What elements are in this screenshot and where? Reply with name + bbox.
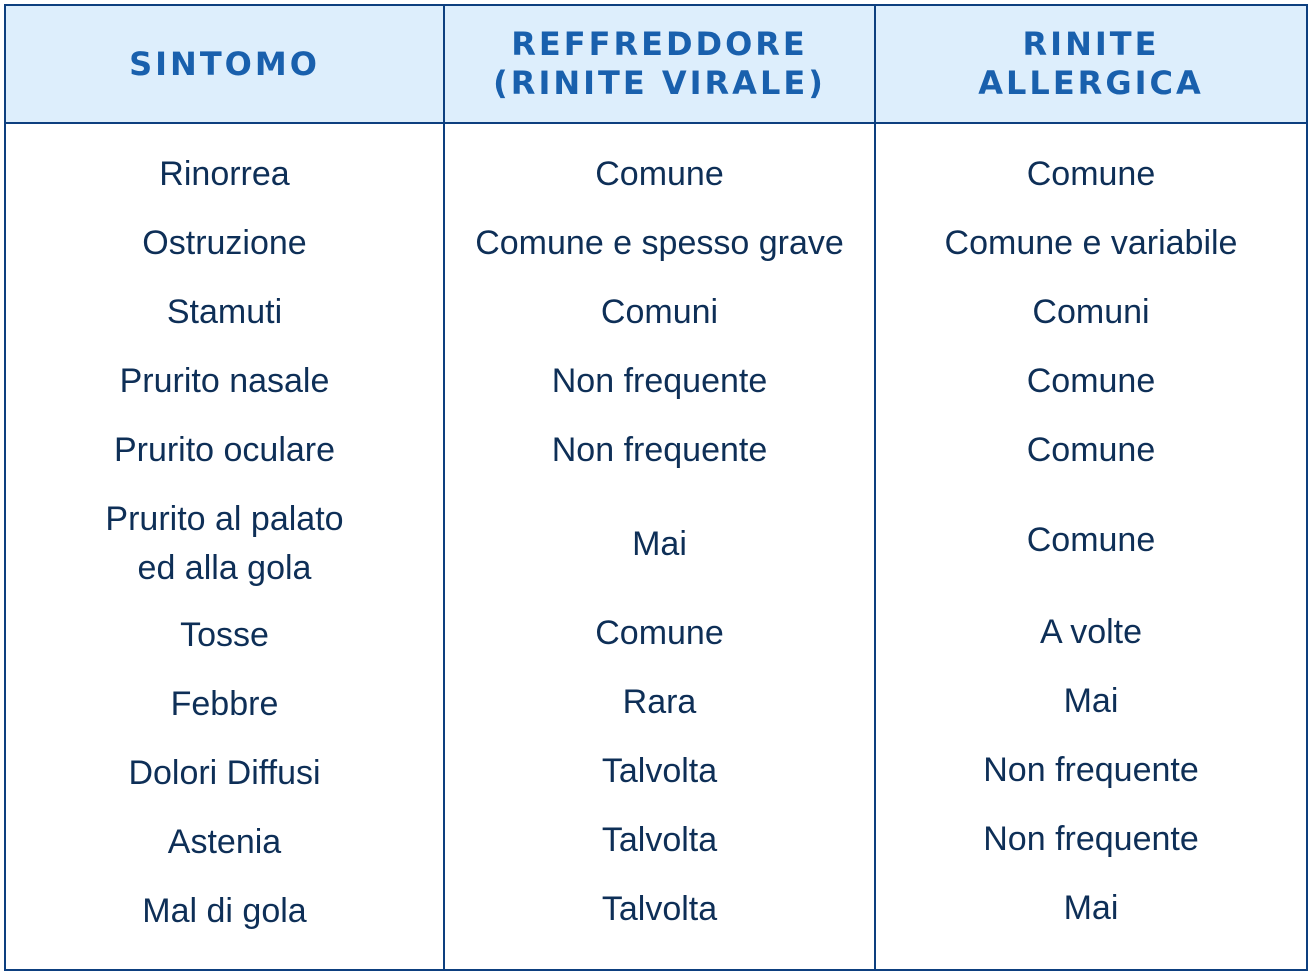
cell-allergy: Comune xyxy=(1026,361,1156,400)
cell-cold: Non frequente xyxy=(551,361,768,400)
cell-allergy: Comune xyxy=(1026,154,1156,193)
cell-symptom: Stamuti xyxy=(166,292,283,331)
cell-symptom: Rinorrea xyxy=(159,154,290,193)
cell-cold: Comuni xyxy=(600,292,719,331)
cell-cold: Talvolta xyxy=(601,751,718,790)
cell-symptom: Mal di gola xyxy=(142,891,307,930)
header-symptom: SINTOMO xyxy=(129,44,320,83)
cell-cold: Mai xyxy=(632,524,687,563)
symptom-comparison-table xyxy=(4,4,1308,971)
cell-cold: Rara xyxy=(622,682,697,721)
header-allergic-rhinitis: RINITE ALLERGICA xyxy=(978,25,1204,102)
table-header xyxy=(6,6,1306,124)
cell-allergy: Non frequente xyxy=(983,819,1199,858)
cell-cold: Talvolta xyxy=(601,820,718,859)
cell-allergy: Mai xyxy=(1063,888,1119,927)
cell-cold: Non frequente xyxy=(551,430,768,469)
cell-allergy: A volte xyxy=(1039,612,1143,651)
cell-symptom: Prurito al palato ed alla gola xyxy=(105,500,344,587)
cell-cold: Comune xyxy=(595,613,724,652)
cell-allergy: Comune xyxy=(1026,520,1156,559)
cell-allergy: Mai xyxy=(1063,681,1119,720)
header-cold: REFFREDDORE (RINITE VIRALE) xyxy=(493,25,826,102)
cell-symptom: Ostruzione xyxy=(142,223,307,262)
cell-symptom: Astenia xyxy=(167,822,282,861)
cell-cold: Comune e spesso grave xyxy=(475,223,844,262)
cell-allergy: Comune e variabile xyxy=(944,223,1238,262)
cell-allergy: Comune xyxy=(1026,430,1156,469)
cell-cold: Comune xyxy=(595,154,724,193)
cell-allergy: Non frequente xyxy=(983,750,1199,789)
cell-allergy: Comuni xyxy=(1032,292,1150,331)
cell-symptom: Tosse xyxy=(180,615,269,654)
cell-symptom: Dolori Diffusi xyxy=(128,753,321,792)
cell-cold: Talvolta xyxy=(601,889,718,928)
cell-symptom: Prurito nasale xyxy=(119,361,330,400)
cell-symptom: Prurito oculare xyxy=(113,430,336,469)
cell-symptom: Febbre xyxy=(170,684,279,723)
